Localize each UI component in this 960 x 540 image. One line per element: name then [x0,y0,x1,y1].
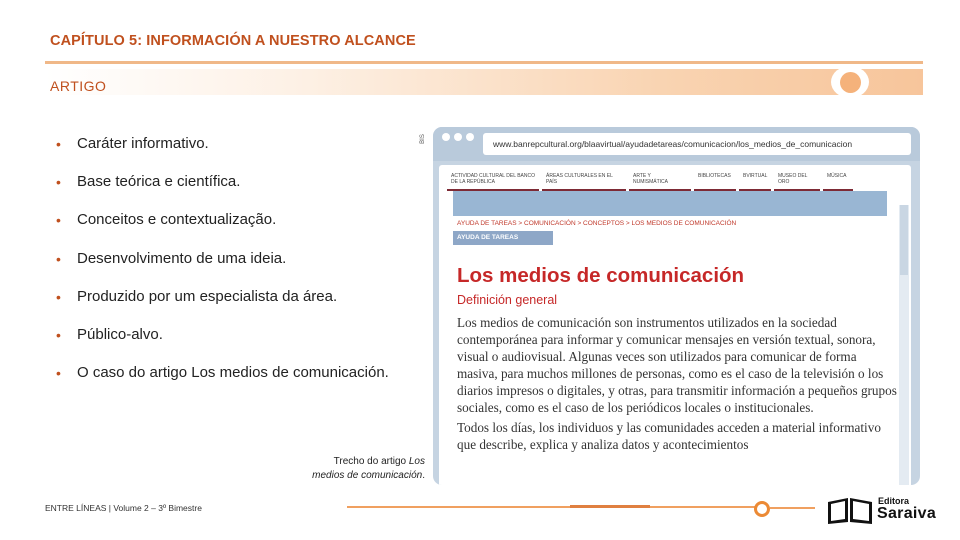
list-item [56,363,389,401]
bullet-icon: • [56,136,61,152]
bullet-list [56,134,389,401]
web-page [439,165,911,485]
section-tab-label: AYUDA DE TAREAS [457,234,519,241]
window-dot-icon [454,133,462,141]
publisher-logo [826,495,941,525]
article-title: Los medios de comunicación [457,264,745,287]
credit-title-part2: medios de comunicación [312,470,423,481]
section-label: ARTIGO [50,78,107,94]
footer-line [770,507,815,509]
nav-tab: ACTIVIDAD CULTURAL DEL BANCO DE LA REPÚBLICA [447,169,539,191]
bullet-text: Base teórica e científica. [77,173,241,191]
band-circle-dot [840,72,861,93]
logo-big-text: Saraiva [877,505,937,522]
credit-title-part1: Los [408,456,425,467]
title-divider [45,61,923,64]
bullet-text: O caso do artigo Los medios de comunicación. [77,364,389,382]
list-item [56,210,389,248]
window-dot-icon [466,133,474,141]
bullet-text: Produzido por um especialista da área. [77,287,338,305]
breadcrumb: AYUDA DE TAREAS > COMUNICACIÓN > CONCEPTOS > LOS MEDIOS DE COMUNICACIÓN [457,220,737,227]
article-paragraph: Todos los días, los individuos y las comunidades acceden a material informativo que describe, explica y analiza datos y acontecimientos [457,420,881,452]
nav-tab: ÁREAS CULTURALES EN EL PAÍS [542,169,626,191]
nav-tab: MUSEO DEL ORO [774,169,820,191]
window-dot-icon [442,133,450,141]
bullet-icon: • [56,212,61,229]
bullet-text: Caráter informativo. [77,135,209,152]
bullet-icon: • [56,326,61,343]
bullet-icon: • [56,288,61,305]
list-item [56,172,389,210]
article-body [457,314,897,453]
nav-tab: BIBLIOTECAS [694,169,736,191]
window-dots [442,133,474,141]
list-item [56,287,389,325]
url-bar: www.banrepcultural.org/blaavirtual/ayudadetareas/comunicacion/los_medios_de_comunicacion [483,133,911,155]
site-nav [447,169,885,191]
article-paragraph: Los medios de comunicación son instrumentos utilizados en la sociedad contemporánea para informar y comunicar mensajes en versión textual, sonora, visual o audiovisual. Algunas veces son utilizados para comunicar de forma masiva, para muchos millones de personas, como es el caso de la televisión o los diarios impresos o digitales, y otras, para transmitir información a pequeños grupos sociales, como es el caso de los periódicos locales o institucionales. [457,315,897,415]
nav-tab: BVIRTUAL [739,169,771,191]
bullet-icon: • [56,365,61,382]
chapter-title: CAPÍTULO 5: INFORMACIÓN A NUESTRO ALCANCE [50,33,416,49]
footer-line [347,506,755,508]
list-item [56,134,389,172]
side-code: BIS [419,134,426,144]
website-screenshot [433,127,920,485]
logo-small-text: Editora [878,496,910,506]
scrollbar [899,205,909,485]
image-credit [270,455,425,483]
bullet-icon: • [56,174,61,191]
footer-line-accent [570,505,650,508]
footer-circle-icon [754,501,770,517]
section-band [45,69,923,95]
footer-text: ENTRE LÍNEAS | Volume 2 – 3º Bimestre [45,503,202,513]
scrollbar-thumb [900,205,908,275]
browser-toolbar [433,127,920,161]
book-logo-icon [826,496,874,524]
bullet-text: Público-alvo. [77,325,163,343]
bullet-text: Conceitos e contextualização. [77,211,277,229]
list-item [56,249,389,287]
nav-tab: MÚSICA [823,169,853,191]
credit-suffix: . [422,470,425,481]
list-item [56,325,389,363]
bullet-text: Desenvolvimento de uma ideia. [77,249,287,267]
nav-tab: ARTE Y NUMISMÁTICA [629,169,691,191]
article-subtitle: Definición general [457,293,558,307]
site-banner [453,191,887,216]
credit-prefix: Trecho do artigo [333,456,409,467]
bullet-icon: • [56,250,61,267]
